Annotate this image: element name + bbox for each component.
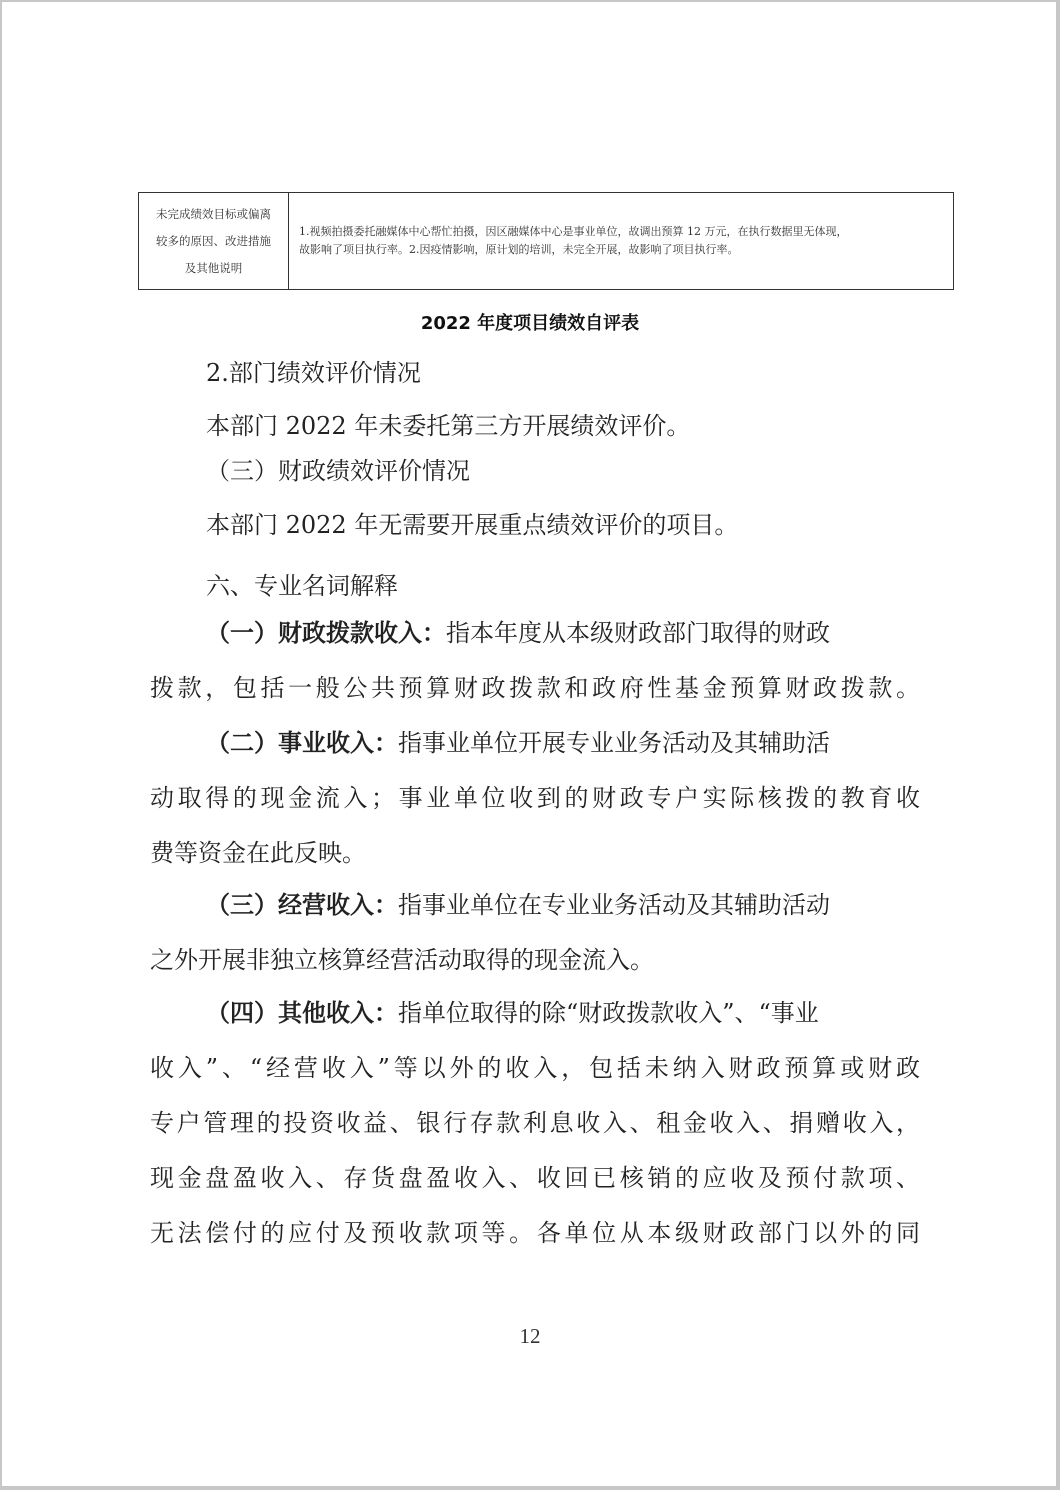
term-label: （一）财政拨款收入：	[206, 619, 446, 647]
table-label-line: 及其他说明	[184, 260, 243, 275]
term-paragraph-line: 专户管理的投资收益、银行存款利息收入、租金收入、捐赠收入，	[150, 1109, 920, 1137]
term-paragraph-line: 无法偿付的应付及预收款项等。各单位从本级财政部门以外的同	[150, 1219, 920, 1247]
term-paragraph-line: 动取得的现金流入；事业单位收到的财政专户实际核拨的教育收	[150, 784, 920, 812]
term-label: （三）经营收入：	[206, 891, 398, 919]
term-definition: 指事业单位开展专业业务活动及其辅助活	[398, 729, 830, 757]
term-paragraph-line	[206, 995, 819, 1031]
table-label-line: 较多的原因、改进措施	[156, 233, 271, 248]
term-label: （四）其他收入：	[206, 999, 398, 1027]
table-content-cell	[289, 193, 953, 289]
fiscal-eval-heading: （三）财政绩效评价情况	[206, 457, 470, 485]
term-definition: 指单位取得的除“财政拨款收入”、“事业	[398, 999, 819, 1027]
term-paragraph-line: 收入”、“经营收入”等以外的收入，包括未纳入财政预算或财政	[150, 1054, 920, 1082]
term-paragraph-line: 现金盘盈收入、存货盘盈收入、收回已核销的应收及预付款项、	[150, 1164, 920, 1192]
table-content-line: 1.视频拍摄委托融媒体中心帮忙拍摄，因区融媒体中心是事业单位，故调出预算 12 万元，在执行数据里无体现，	[299, 225, 848, 238]
dept-eval-heading: 2.部门绩效评价情况	[206, 359, 421, 387]
term-paragraph-line	[206, 615, 830, 651]
performance-table	[138, 192, 954, 290]
term-paragraph-line	[206, 725, 830, 761]
term-label: （二）事业收入：	[206, 729, 398, 757]
term-paragraph-line: 之外开展非独立核算经营活动取得的现金流入。	[150, 946, 654, 974]
dept-eval-text: 本部门 2022 年未委托第三方开展绩效评价。	[206, 412, 691, 440]
term-definition: 指事业单位在专业业务活动及其辅助活动	[398, 891, 830, 919]
page-number: 12	[519, 1324, 541, 1348]
term-paragraph-line: 拨款，包括一般公共预算财政拨款和政府性基金预算财政拨款。	[150, 674, 920, 702]
term-paragraph-line: 费等资金在此反映。	[150, 839, 366, 867]
term-definition: 指本年度从本级财政部门取得的财政	[446, 619, 830, 647]
term-paragraph-line	[206, 887, 830, 923]
terms-heading: 六、专业名词解释	[206, 572, 398, 600]
table-label-line: 未完成绩效目标或偏离	[156, 206, 271, 221]
table-content-line: 故影响了项目执行率。2.因疫情影响，原计划的培训，未完全开展，故影响了项目执行率。	[299, 243, 739, 256]
table-label-cell	[139, 193, 289, 289]
table-caption: 2022 年度项目绩效自评表	[420, 313, 640, 334]
fiscal-eval-text: 本部门 2022 年无需要开展重点绩效评价的项目。	[206, 511, 739, 539]
